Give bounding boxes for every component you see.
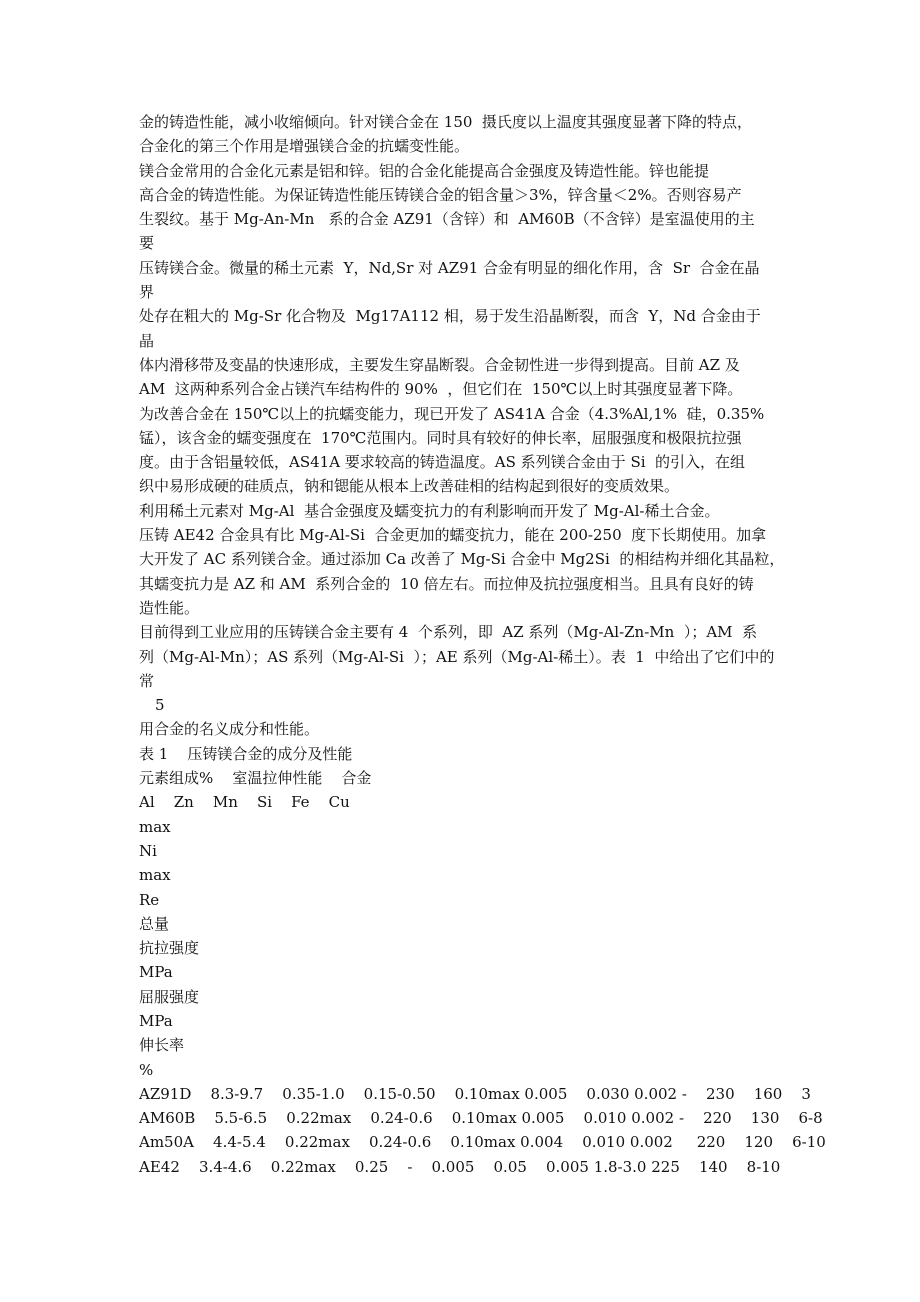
text-line: 大开发了 AC 系列镁合金。通过添加 Ca 改善了 Mg-Si 合金中 Mg2Si 的相结构并细化其晶粒， [139,550,785,569]
body-text [139,110,799,693]
table-section [139,717,826,1179]
text-line: 其蠕变抗力是 AZ 和 AM 系列合金的 10 倍左右。而拉伸及抗拉强度相当。且具有良好的铸 [139,574,754,593]
page-number: 5 [155,696,165,715]
table-header-cell: % [139,1060,154,1079]
table-header-cell: 抗拉强度 [139,939,200,958]
table-row: Am50A 4.4-5.4 0.22max 0.24-0.6 0.10max 0.004 0.010 0.002 220 120 6-10 [139,1133,826,1152]
text-line: 利用稀土元素对 Mg-Al 基合金强度及蠕变抗力的有利影响而开发了 Mg-Al-稀土合金。 [139,501,720,520]
table-caption: 表 1 压铸镁合金的成分及性能 [139,744,353,763]
table-row: AE42 3.4-4.6 0.22max 0.25 - 0.005 0.05 0.005 1.8-3.0 225 140 8-10 [139,1157,781,1176]
table-header-cell: MPa [139,1011,173,1030]
table-header-cell: MPa [139,963,173,982]
text-line: 锰），该含金的蠕变强度在 170℃范围内。同时具有较好的伸长率，屈服强度和极限抗拉强 [139,428,742,447]
text-line: 镁合金常用的合金化元素是铝和锌。铝的合金化能提高合金强度及铸造性能。锌也能提 [139,161,710,180]
text-line: 合金化的第三个作用是增强镁合金的抗蠕变性能。 [139,137,470,156]
text-line: 金的铸造性能，减小收缩倾向。针对镁合金在 150 摄氏度以上温度其强度显著下降的特点， [139,113,752,131]
table-header-cell: 伸长率 [139,1036,185,1055]
document-page [139,110,826,1179]
text-line: 处存在粗大的 Mg-Sr 化合物及 Mg17A112 相，易于发生沿晶断裂，而含 Y，Nd 合金由于 [139,307,761,326]
text-line: 用合金的名义成分和性能。 [139,720,320,739]
text-line: 为改善合金在 150℃以上的抗蠕变能力，现已开发了 AS41A 合金（4.3%Al,1% 硅，0.35% [139,404,765,423]
text-line: 目前得到工业应用的压铸镁合金主要有 4 个系列，即 AZ 系列（Mg-Al-Zn-Mn ）；AM 系 [139,623,758,642]
table-header-cell: Re [139,890,160,909]
text-line: 度。由于含铝量较低，AS41A 要求较高的铸造温度。AS 系列镁合金由于 Si 的引入，在组 [139,453,746,472]
table-header-cell: 屈服强度 [139,987,200,1006]
text-line: 常 [139,671,155,690]
table-header-cell: Ni [139,841,157,860]
text-line: 高合金的铸造性能。为保证铸造性能压铸镁合金的铝含量＞3%，锌含量＜2%。否则容易产 [139,185,742,204]
table-header-cell: max [139,817,171,836]
text-line: AM 这两种系列合金占镁汽车结构件的 90% ，但它们在 150℃以上时其强度显著下降。 [139,380,743,399]
table-header-group: 元素组成% 室温拉伸性能 合金 [139,769,372,788]
text-line: 压铸镁合金。微量的稀土元素 Y，Nd,Sr 对 AZ91 合金有明显的细化作用，含 Sr 合金在晶 [139,258,760,277]
table-header-elements: Al Zn Mn Si Fe Cu [139,793,350,812]
text-line: 体内滑移带及变晶的快速形成，主要发生穿晶断裂。合金韧性进一步得到提高。目前 AZ 及 [139,355,740,374]
text-line: 要 [139,234,155,253]
text-line: 织中易形成硬的硅质点，钠和锶能从根本上改善硅相的结构起到很好的变质效果。 [139,477,680,496]
table-header-cell: max [139,866,171,885]
table-header-cell: 总量 [139,914,170,933]
text-line: 生裂纹。基于 Mg-An-Mn 系的合金 AZ91（含锌）和 AM60B（不含锌）是室温使用的主 [139,210,755,229]
text-line: 界 [139,283,155,302]
text-line: 压铸 AE42 合金具有比 Mg-Al-Si 合金更加的蠕变抗力，能在 200-250 度下长期使用。加拿 [139,526,767,545]
text-line: 造性能。 [139,598,200,617]
text-line: 晶 [139,331,155,350]
table-row: AM60B 5.5-6.5 0.22max 0.24-0.6 0.10max 0.005 0.010 0.002 - 220 130 6-8 [139,1109,823,1128]
table-row: AZ91D 8.3-9.7 0.35-1.0 0.15-0.50 0.10max 0.005 0.030 0.002 - 230 160 3 [139,1084,811,1103]
text-line: 列（Mg-Al-Mn）；AS 系列（Mg-Al-Si ）；AE 系列（Mg-Al-稀土）。表 1 中给出了它们中的 [139,647,775,666]
